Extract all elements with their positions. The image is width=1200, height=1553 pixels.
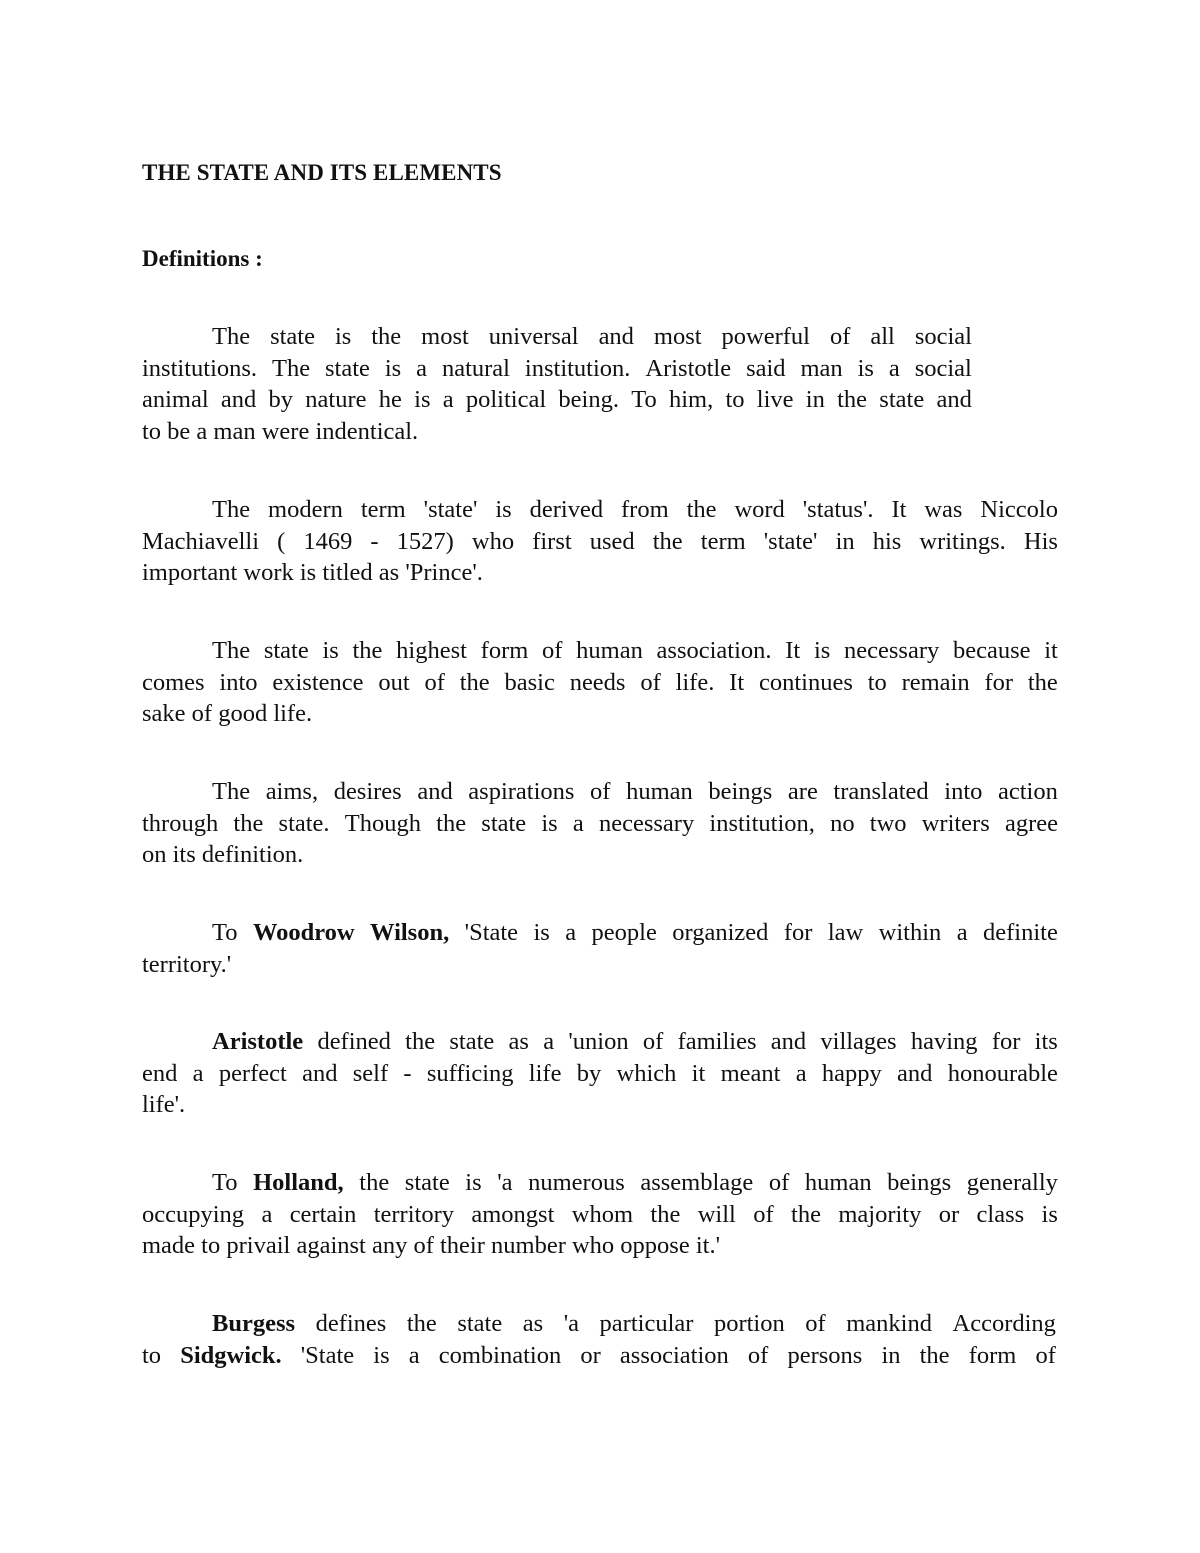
aristotle-line-3: life'. <box>142 1091 186 1118</box>
paragraph-2-line-3: important work is titled as 'Prince'. <box>142 559 483 586</box>
section-heading: Definitions : <box>142 246 263 271</box>
wilson-line-2: territory.' <box>142 950 232 978</box>
paragraph-burgess: Burgess defines the state as 'a particular portion of mankind According to Sidgwick. 'State is a combination or association of persons in the form of <box>142 1310 1056 1369</box>
paragraph-aristotle: Aristotle defined the state as a 'union of families and villages having for its end a perfect and self - sufficing life by which it meant a happy and honourable life'. <box>142 1026 1058 1121</box>
paragraph-1: The state is the most universal and most powerful of all social institutions. The state is a natural institution. Aristotle said man is a social animal and by nature he is a political being. To him, to live in the state and to be a man were indentical. <box>142 321 972 447</box>
paragraph-3: The state is the highest form of human association. It is necessary because it comes into existence out of the basic needs of life. It continues to remain for the sake of good life. <box>142 635 1058 730</box>
paragraph-1-line-2: institutions. The state is a natural institution. Aristotle said man is a social <box>142 354 972 382</box>
paragraph-4: The aims, desires and aspirations of human beings are translated into action through the state. Though the state is a necessary institution, no two writers agree on its definition. <box>142 776 1058 871</box>
paragraph-2-line-2: Machiavelli ( 1469 - 1527) who first used the term 'state' in his writings. His <box>142 527 1058 555</box>
paragraph-1-line-4: to be a man were indentical. <box>142 417 419 445</box>
holland-line-2: occupying a certain territory amongst whom the will of the majority or class is <box>142 1200 1058 1228</box>
aristotle-line-2: end a perfect and self - sufficing life by which it meant a happy and honourable <box>142 1059 1058 1087</box>
paragraph-3-line-3: sake of good life. <box>142 700 313 727</box>
holland-line-3: made to privail against any of their number who oppose it.' <box>142 1232 720 1259</box>
document-title: THE STATE AND ITS ELEMENTS <box>142 160 502 185</box>
paragraph-wilson: To Woodrow Wilson, 'State is a people organized for law within a definite territory.' <box>142 917 1058 980</box>
paragraph-4-line-2: through the state. Though the state is a necessary institution, no two writers agree <box>142 809 1058 837</box>
paragraph-4-line-3: on its definition. <box>142 841 304 868</box>
paragraph-2: The modern term 'state' is derived from the word 'status'. It was Niccolo Machiavelli ( 1469 - 1527) who first used the term 'state' in his writings. His important work is titled as 'Prince'. <box>142 494 1058 589</box>
paragraph-1-line-3: animal and by nature he is a political being. To him, to live in the state and <box>142 386 972 413</box>
paragraph-3-line-2: comes into existence out of the basic needs of life. It continues to remain for the <box>142 668 1058 696</box>
paragraph-holland: To Holland, the state is 'a numerous assemblage of human beings generally occupying a certain territory amongst whom the will of the majority or class is made to privail against any of their number who oppose it.' <box>142 1167 1058 1262</box>
